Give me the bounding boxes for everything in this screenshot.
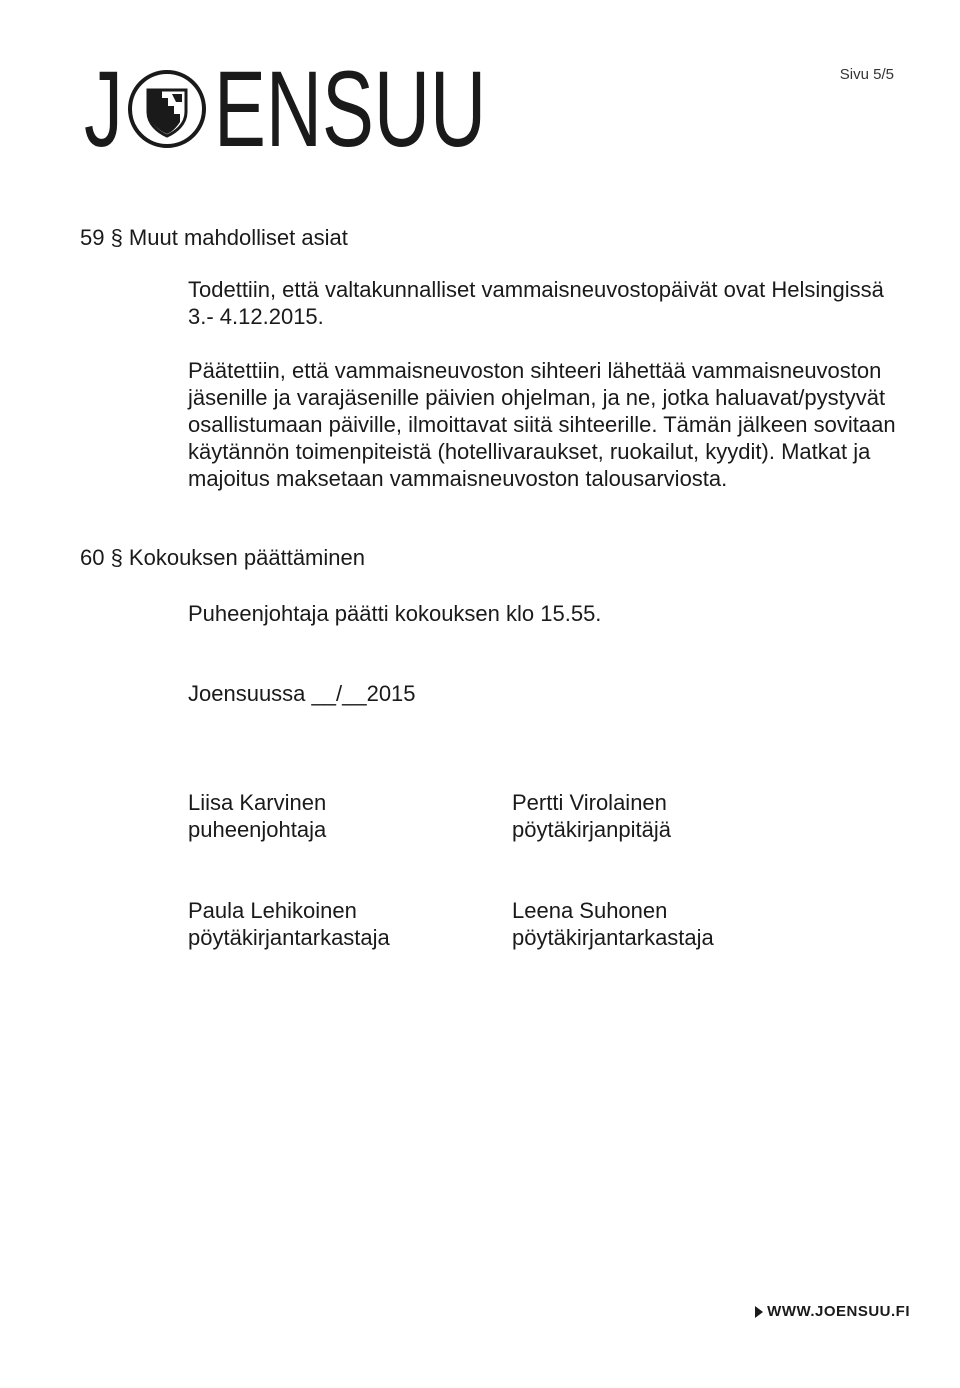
signer-role: puheenjohtaja — [188, 817, 327, 842]
logo-letter-j: J — [84, 48, 122, 169]
coat-of-arms-icon — [126, 68, 208, 150]
signature-block — [512, 897, 714, 951]
signer-role: pöytäkirjantarkastaja — [512, 925, 714, 950]
page-number: Sivu 5/5 — [839, 66, 894, 83]
section-60-heading: 60 § Kokouksen päättäminen — [80, 545, 365, 570]
signer-role: pöytäkirjantarkastaja — [188, 925, 390, 950]
section-59-paragraph-2: Päätettiin, että vammaisneuvoston sihteeri lähettää vammaisneuvoston jäsenille ja varajäsenille päivien ohjelman, ja ne, jotka haluavat/pystyvät osallistumaan päiville, ilmoittavat siitä sihteerille. Tämän jälkeen sovitaan käytännön toimenpiteistä (hotellivaraukset, ruokailut, kyydit). Matkat ja majoitus maksetaan vammaisneuvoston talousarviosta. — [188, 358, 896, 491]
signer-name: Liisa Karvinen — [188, 790, 327, 815]
website-url: WWW.JOENSUU.FI — [767, 1303, 910, 1320]
footer-website — [755, 1303, 910, 1320]
logo-text: ENSUU — [214, 48, 487, 169]
section-59-heading: 59 § Muut mahdolliset asiat — [80, 225, 348, 250]
signature-block — [188, 897, 390, 951]
signer-name: Leena Suhonen — [512, 898, 668, 923]
city-logo — [84, 48, 487, 169]
signer-name: Pertti Virolainen — [512, 790, 667, 815]
place-and-date: Joensuussa __/__2015 — [188, 681, 416, 706]
section-60-paragraph: Puheenjohtaja päätti kokouksen klo 15.55. — [188, 601, 602, 626]
signer-name: Paula Lehikoinen — [188, 898, 357, 923]
signer-role: pöytäkirjanpitäjä — [512, 817, 671, 842]
signature-block — [188, 789, 326, 843]
signature-block — [512, 789, 671, 843]
section-59-paragraph-1: Todettiin, että valtakunnalliset vammaisneuvostopäivät ovat Helsingissä 3.- 4.12.2015. — [188, 277, 884, 329]
arrow-right-icon — [755, 1306, 763, 1318]
